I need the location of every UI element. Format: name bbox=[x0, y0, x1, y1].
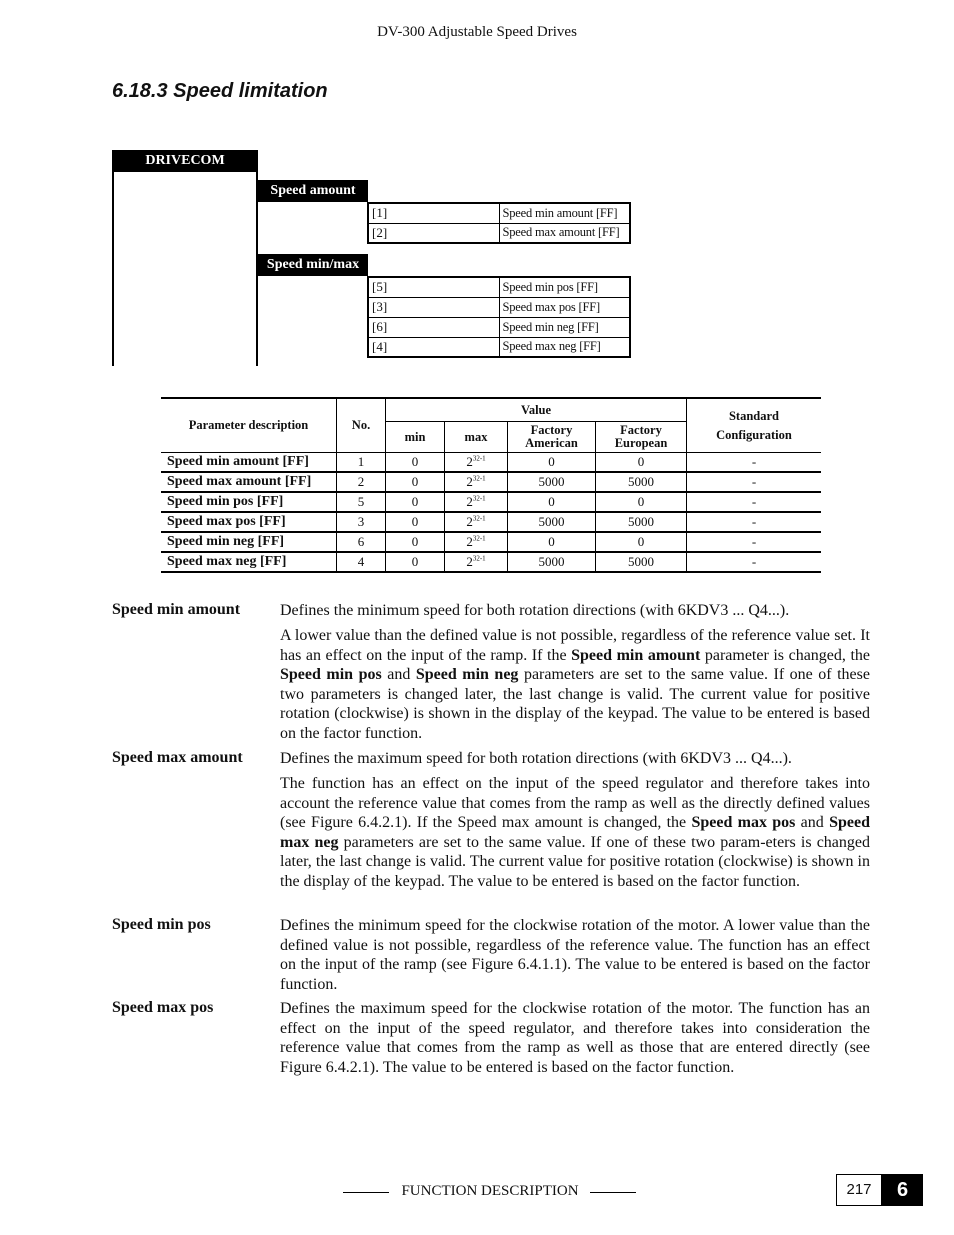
param-min: 0 bbox=[386, 472, 445, 492]
section-title: 6.18.3 Speed limitation bbox=[112, 80, 328, 102]
col-header-description: Parameter description bbox=[161, 398, 337, 453]
param-max: 2$^{32-1}$ bbox=[445, 552, 508, 572]
param-description: Speed max neg [FF] bbox=[161, 552, 337, 572]
param-number: 6 bbox=[337, 532, 386, 552]
table-row bbox=[161, 492, 821, 512]
def-speed-max-pos: Defines the maximum speed for the clockwise rotation of the motor. The function has an effect on the input of the speed regulator, and therefore takes into consideration the reference value that comes from the ramp as well as those that are entered directly (see Figure 6.4.2.1). The value to be entered is based on the factor function. bbox=[280, 1000, 870, 1076]
param-name: Speed min pos [FF] bbox=[499, 277, 630, 297]
exponent: 32-1 bbox=[472, 534, 486, 543]
table-row bbox=[161, 532, 821, 552]
col-header-factory-european bbox=[596, 422, 687, 453]
tree-group-speed-amount: Speed amount bbox=[258, 180, 368, 202]
param-standard-config: - bbox=[687, 472, 822, 492]
text: and bbox=[795, 814, 830, 831]
table-row bbox=[161, 453, 821, 473]
text: and bbox=[381, 666, 416, 683]
text: parameters are set to the same value. If one of these two param-eters is changed later, the last change is valid. The current value for positive rotation (clockwise) is shown in the display of the keypad. The value to be entered is based on the factor function. bbox=[280, 833, 870, 890]
param-factory-american: 0 bbox=[508, 492, 596, 512]
param-factory-european: 5000 bbox=[596, 472, 687, 492]
page-header: DV-300 Adjustable Speed Drives bbox=[377, 24, 577, 40]
col-header-factory-american bbox=[508, 422, 596, 453]
param-min: 0 bbox=[386, 532, 445, 552]
bold-term: Speed min neg bbox=[415, 666, 519, 683]
exponent: 32-1 bbox=[472, 474, 486, 483]
param-index: [1] bbox=[368, 203, 499, 223]
param-number: 4 bbox=[337, 552, 386, 572]
text: A lower value than the defined value is not possible, regardless of the reference value set. It has an effect on the input of the ramp. If the bbox=[280, 627, 870, 664]
param-index: [2] bbox=[368, 223, 499, 243]
param-index: [6] bbox=[368, 317, 499, 337]
param-index: [5] bbox=[368, 277, 499, 297]
factory-american-line1: Factory bbox=[530, 423, 573, 437]
param-description: Speed min pos [FF] bbox=[161, 492, 337, 512]
param-description: Speed max amount [FF] bbox=[161, 472, 337, 492]
param-number: 2 bbox=[337, 472, 386, 492]
param-factory-european: 5000 bbox=[596, 512, 687, 532]
param-max: 2$^{32-1}$ bbox=[445, 492, 508, 512]
tree-root-drivecom: DRIVECOM bbox=[112, 150, 258, 172]
bold-term: Speed max neg bbox=[280, 814, 870, 851]
param-factory-american: 5000 bbox=[508, 472, 596, 492]
param-factory-american: 5000 bbox=[508, 512, 596, 532]
param-index: [4] bbox=[368, 337, 499, 357]
param-min: 0 bbox=[386, 492, 445, 512]
param-index: [3] bbox=[368, 297, 499, 317]
bold-term: Speed min amount bbox=[571, 646, 701, 664]
param-number: 1 bbox=[337, 453, 386, 473]
tree-param-row bbox=[368, 203, 630, 223]
text: The function has an effect on the input of the speed regulator and therefore takes into account the reference value that comes from the ramp as well as the directly defined values (see Figure 6.4.2.1). If the Speed max amount is changed, the bbox=[280, 775, 870, 831]
param-standard-config: - bbox=[687, 492, 822, 512]
tree-param-row bbox=[368, 297, 630, 317]
param-name: Speed min neg [FF] bbox=[499, 317, 630, 337]
param-factory-european: 5000 bbox=[596, 552, 687, 572]
param-standard-config: - bbox=[687, 532, 822, 552]
table-header-row bbox=[161, 398, 821, 422]
table-row bbox=[161, 552, 821, 572]
param-factory-european: 0 bbox=[596, 492, 687, 512]
param-description: Speed min amount [FF] bbox=[161, 453, 337, 473]
factory-american-line2: American bbox=[525, 436, 578, 450]
param-factory-american: 0 bbox=[508, 532, 596, 552]
param-factory-european: 0 bbox=[596, 453, 687, 473]
term-speed-max-amount: Speed max amount bbox=[112, 749, 243, 766]
col-header-standard-line1: Standard bbox=[728, 408, 780, 423]
def-speed-max-amount: Defines the maximum speed for both rotation directions (with 6KDV3 ... Q4...). bbox=[280, 750, 792, 767]
param-number: 5 bbox=[337, 492, 386, 512]
bold-term: Speed min pos bbox=[280, 666, 382, 683]
chapter-tab: 6 bbox=[882, 1174, 923, 1206]
col-header-value: Value bbox=[386, 398, 687, 422]
parameter-table-body bbox=[161, 453, 821, 573]
speed-min-max-params bbox=[367, 276, 631, 358]
param-max: 2$^{32-1}$ bbox=[445, 532, 508, 552]
factory-european-line2: European bbox=[614, 436, 668, 450]
def-speed-min-pos: Defines the minimum speed for the clockwise rotation of the motor. A lower value than the defined value is not possible, regardless of the reference value. The function has an effect on the input of the ramp (see Figure 6.4.1.1). The value to be entered is based on the factor function. bbox=[280, 917, 870, 993]
param-description: Speed max pos [FF] bbox=[161, 512, 337, 532]
def-speed-min-amount-detail bbox=[280, 626, 870, 743]
col-header-standard bbox=[687, 398, 822, 453]
term-speed-max-pos: Speed max pos bbox=[112, 999, 214, 1016]
param-max: 2$^{32-1}$ bbox=[445, 472, 508, 492]
param-min: 0 bbox=[386, 453, 445, 473]
page-number: 217 bbox=[836, 1174, 882, 1206]
param-max: 2$^{32-1}$ bbox=[445, 512, 508, 532]
table-row bbox=[161, 472, 821, 492]
param-standard-config: - bbox=[687, 453, 822, 473]
text: parameters are set to the same value. If one of these two parameters is changed later, the last change is valid. The current value for positive rotation (clockwise) is shown in the display of the keypad. The value to be entered is based on the factor function. bbox=[280, 666, 870, 742]
tree-param-row bbox=[368, 223, 630, 243]
param-name: Speed max amount [FF] bbox=[499, 223, 630, 243]
tree-line-root bbox=[112, 172, 114, 366]
exponent: 32-1 bbox=[472, 454, 486, 463]
tree-param-row bbox=[368, 317, 630, 337]
exponent: 32-1 bbox=[472, 494, 486, 503]
param-description: Speed min neg [FF] bbox=[161, 532, 337, 552]
footer-rule-right bbox=[590, 1192, 636, 1193]
col-header-min: min bbox=[386, 422, 445, 453]
param-factory-european: 0 bbox=[596, 532, 687, 552]
table-row bbox=[161, 512, 821, 532]
exponent: 32-1 bbox=[472, 554, 486, 563]
factory-european-line1: Factory bbox=[620, 423, 662, 437]
param-factory-american: 5000 bbox=[508, 552, 596, 572]
param-number: 3 bbox=[337, 512, 386, 532]
param-min: 0 bbox=[386, 552, 445, 572]
def-speed-min-amount: Defines the minimum speed for both rotation directions (with 6KDV3 ... Q4...). bbox=[280, 602, 790, 619]
speed-amount-params bbox=[367, 202, 631, 244]
tree-param-row bbox=[368, 277, 630, 297]
footer-text: FUNCTION DESCRIPTION bbox=[401, 1183, 579, 1199]
bold-term: Speed max pos bbox=[691, 814, 796, 831]
param-factory-american: 0 bbox=[508, 453, 596, 473]
param-standard-config: - bbox=[687, 552, 822, 572]
tree-param-row bbox=[368, 337, 630, 357]
col-header-no: No. bbox=[337, 398, 386, 453]
tree-group-speed-min-max: Speed min/max bbox=[258, 254, 368, 276]
term-speed-min-pos: Speed min pos bbox=[112, 916, 211, 933]
exponent: 32-1 bbox=[472, 514, 486, 523]
param-min: 0 bbox=[386, 512, 445, 532]
param-name: Speed min amount [FF] bbox=[499, 203, 630, 223]
param-standard-config: - bbox=[687, 512, 822, 532]
col-header-max: max bbox=[445, 422, 508, 453]
col-header-standard-line2: Configuration bbox=[716, 427, 792, 442]
term-speed-min-amount: Speed min amount bbox=[112, 601, 241, 618]
param-name: Speed max neg [FF] bbox=[499, 337, 630, 357]
text: parameter is changed, the bbox=[700, 646, 871, 664]
parameter-table bbox=[161, 397, 821, 573]
def-speed-max-amount-detail bbox=[280, 774, 870, 891]
param-max: 2$^{32-1}$ bbox=[445, 453, 508, 473]
param-name: Speed max pos [FF] bbox=[499, 297, 630, 317]
